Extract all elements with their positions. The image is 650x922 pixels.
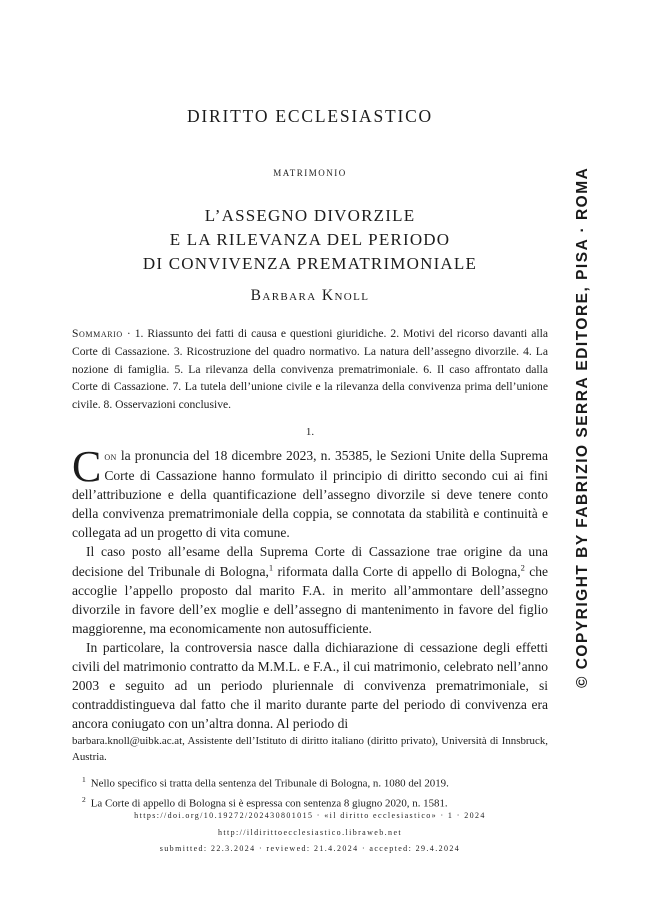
footnote-number: 2: [82, 794, 86, 804]
small-caps-lead: on: [104, 449, 117, 463]
footnote-ref-2[interactable]: 2: [520, 562, 525, 573]
article-title: [0, 204, 620, 276]
review-dates: submitted: 22.3.2024 · reviewed: 21.4.2024 · accepted: 29.4.2024: [159, 844, 461, 853]
section-subtitle: MATRIMONIO: [273, 168, 347, 178]
summary-text: · 1. Riassunto dei fatti di causa e questioni giuridiche. 2. Motivi del ricorso davanti alla Corte di Cassazione. 3. Ricostruzione del quadro normativo. La natura dell’assegno divorzile. 4. La nozione di famiglia. 5. La rilevanza della convivenza prematrimoniale. 6. Il caso affrontato dalla Corte di Cassazione. 7. La tutela dell’unione civile e la rilevanza della convivenza prima dell’unione civile. 8. Osservazioni conclusive.: [72, 327, 548, 412]
paragraph-2: [72, 542, 548, 637]
journal-url[interactable]: http://ildirittoecclesiastico.libraweb.net: [217, 827, 403, 837]
article-title-line: DI CONVIVENZA PREMATRIMONIALE: [142, 254, 478, 273]
paragraph-1: [72, 442, 548, 542]
summary: [72, 325, 548, 414]
doi-line[interactable]: https://doi.org/10.19272/202430801015 · «il diritto ecclesiastico» · 1 · 2024: [134, 811, 486, 820]
footnote-text: La Corte di appello di Bologna si è espressa con sentenza 8 giugno 2020, n. 1581.: [90, 797, 448, 810]
publication-meta: [0, 808, 620, 858]
body-text: [72, 442, 548, 733]
paragraph-1-text: la pronuncia del 18 dicembre 2023, n. 35385, le Sezioni Unite della Suprema Corte di Cassazione hanno formulato il principio di diritto secondo cui ai fini dell’attribuzione e della quantificazione dell’assegno divorzile si deve tenere conto della convivenza prematrimoniale della coppia, se connotata da stabilità e continuità e collegata ad un progetto di vita comune.: [72, 448, 548, 541]
author-affiliation-note: barbara.knoll@uibk.ac.at, Assistente dell’Istituto di diritto italiano (diritto privato), Università di Innsbruck, Austria.: [72, 735, 548, 763]
footnote-text: Nello specifico si tratta della sentenza del Tribunale di Bologna, n. 1080 del 2019.: [90, 777, 449, 790]
paragraph-2-text-a: Il caso posto all’esame della Suprema Corte di Cassazione trae origine da una decisione del Tribunale di Bologna,: [72, 544, 548, 579]
footnote-ref-1[interactable]: 1: [268, 562, 274, 573]
paragraph-2-text-b: riformata dalla Corte di appello di Bologna,: [273, 563, 521, 579]
paragraph-2-text-c: che accoglie l’appello proposto dal marito F.A. in merito all’ammontare dell’assegno divorzile in favore dell’ex moglie e dell’assegno di mantenimento in favore del figlio maggiorenne, ma economicamente non autosufficiente.: [72, 563, 548, 636]
paragraph-3: In particolare, la controversia nasce dalla dichiarazione di cessazione degli effetti civili del matrimonio contratto da M.M.L. e F.A., il cui matrimonio, celebrato nell’anno 2003 e seguito ad un periodo pluriennale di convivenza prematrimoniale, si contraddistingueva dal fatto che il marito durante parte del periodo di convivenza era ancora coniugato con un’altra donna. Al periodo di: [72, 639, 548, 732]
drop-cap: C: [72, 442, 102, 491]
section-title: DIRITTO ECCLESIASTICO: [186, 106, 433, 126]
article-title-line: E LA RILEVANZA DEL PERIODO: [169, 230, 451, 249]
footnote-1: [72, 772, 548, 792]
copyright-notice: © COPYRIGHT BY FABRIZIO SERRA EDITORE, PISA · ROMA: [574, 166, 591, 688]
footnotes: [72, 733, 548, 811]
section-number: 1.: [305, 426, 315, 438]
footnote-number: 1: [82, 775, 86, 784]
author-name: Barbara Knoll: [250, 287, 370, 304]
article-title-line: L’ASSEGNO DIVORZILE: [204, 206, 416, 225]
summary-label: Sommario: [72, 327, 123, 340]
